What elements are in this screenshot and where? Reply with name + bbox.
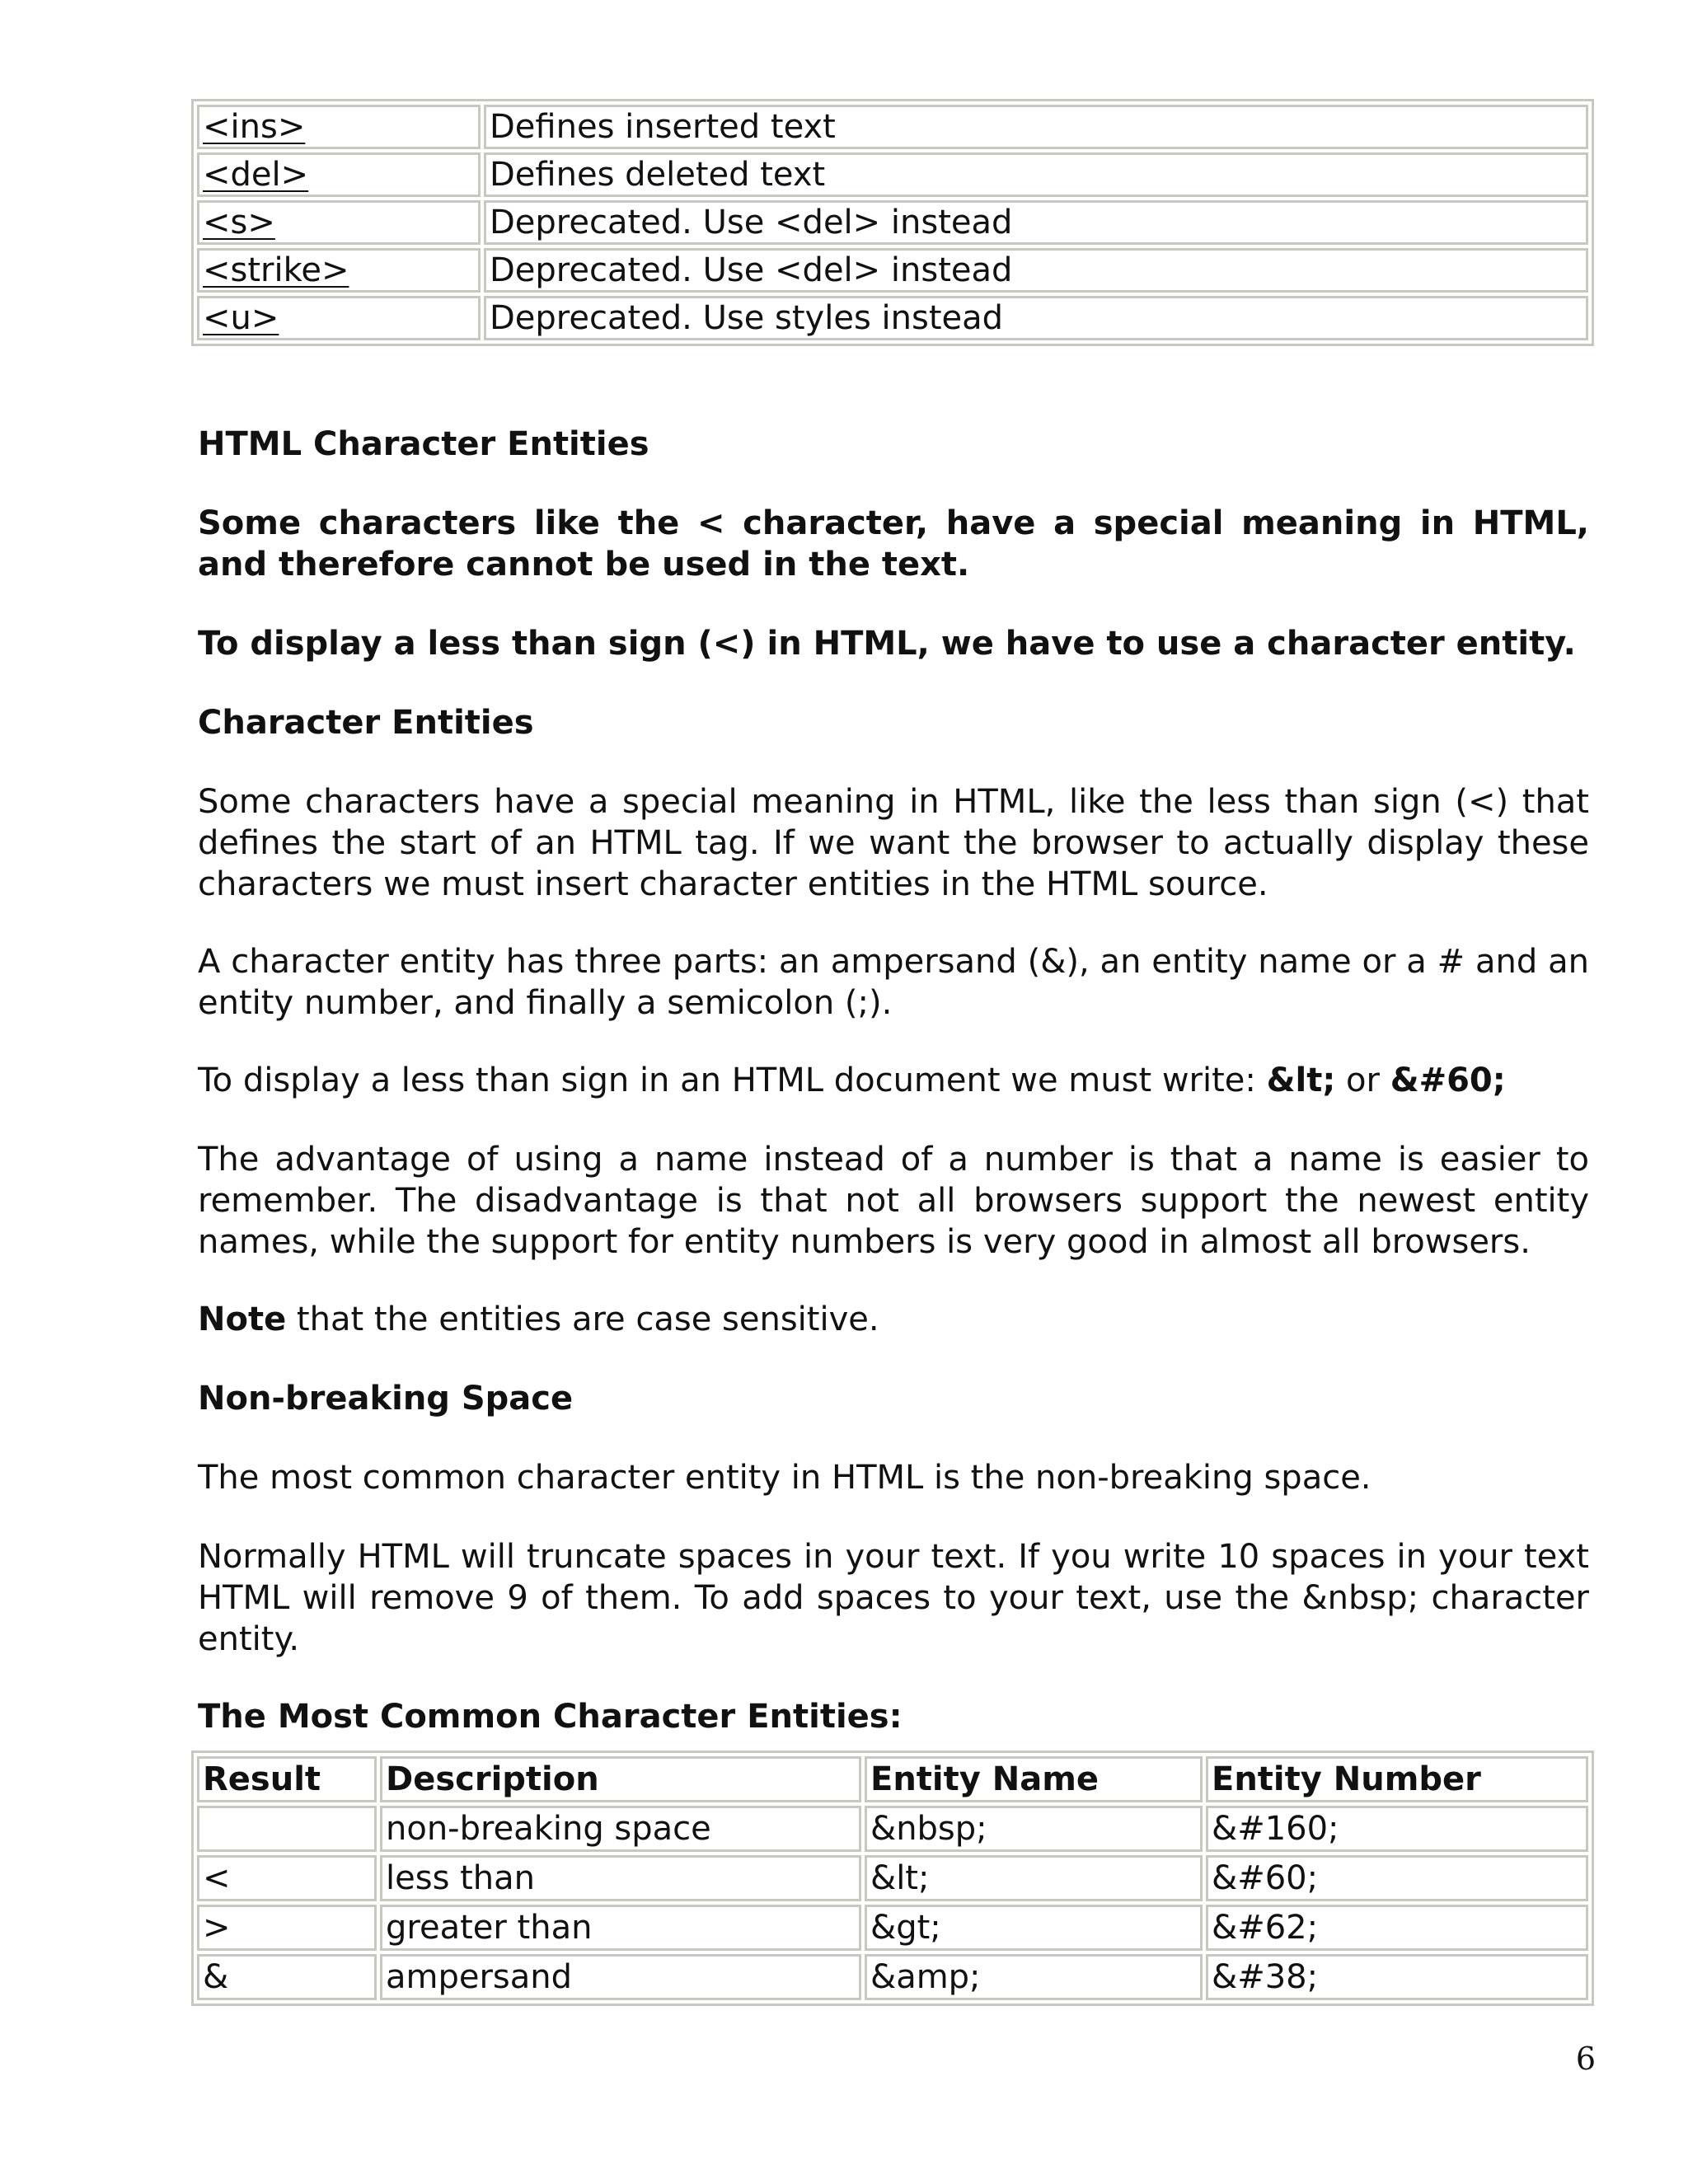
nbsp-heading: Non-breaking Space <box>198 1380 574 1418</box>
tag-link-strike[interactable]: <strike> <box>197 248 481 293</box>
tag-description: Deprecated. Use <del> instead <box>484 200 1588 245</box>
entities-paragraph-1: Some characters have a special meaning in HTML, like the less than sign (<) that defines the start of an HTML tag. If we want the browser to actually display these characters we must insert character entities in the HTML source. <box>198 783 1589 903</box>
entity-number-cell: &#62; <box>1206 1905 1588 1951</box>
table-row <box>197 105 1588 149</box>
nbsp-paragraph-2: Normally HTML will truncate spaces in your text. If you write 10 spaces in your text HTML will remove 9 of them. To add spaces to your text, use the &nbsp; character entity. <box>198 1538 1589 1658</box>
entity-code-60: &#60; <box>1390 1062 1506 1099</box>
page-number: 6 <box>1575 2041 1596 2077</box>
result-cell: > <box>197 1905 377 1951</box>
intro-paragraph-1: Some characters like the < character, have a special meaning in HTML, and therefore cannot be used in the text. <box>198 504 1589 583</box>
tag-link-u[interactable]: <u> <box>197 296 481 340</box>
entities-p3-or: or <box>1335 1062 1390 1099</box>
common-entities-heading: The Most Common Character Entities: <box>198 1698 903 1736</box>
tag-link-s[interactable]: <s> <box>197 200 481 245</box>
tag-description: Defines inserted text <box>484 105 1588 149</box>
entity-name-cell: &lt; <box>865 1855 1203 1901</box>
result-cell: < <box>197 1855 377 1901</box>
header-result: Result <box>197 1756 377 1802</box>
result-cell <box>197 1806 377 1852</box>
tag-description: Deprecated. Use <del> instead <box>484 248 1588 293</box>
table-row <box>197 152 1588 197</box>
header-entity-name: Entity Name <box>865 1756 1203 1802</box>
table-row <box>197 1806 1588 1852</box>
character-entities-heading: Character Entities <box>198 704 534 742</box>
entities-paragraph-3 <box>198 1060 1589 1101</box>
entity-name-cell: &nbsp; <box>865 1806 1203 1852</box>
description-cell: greater than <box>380 1905 861 1951</box>
table-row <box>197 1954 1588 2000</box>
table-header-row <box>197 1756 1588 1802</box>
tag-table <box>191 99 1594 346</box>
result-cell: & <box>197 1954 377 2000</box>
entity-number-cell: &#38; <box>1206 1954 1588 2000</box>
note-paragraph <box>198 1299 1589 1340</box>
note-label: Note <box>198 1301 287 1338</box>
table-row <box>197 248 1588 293</box>
header-description: Description <box>380 1756 861 1802</box>
description-cell: ampersand <box>380 1954 861 2000</box>
section-title: HTML Character Entities <box>198 425 649 463</box>
entity-name-cell: &amp; <box>865 1954 1203 2000</box>
nbsp-paragraph-1: The most common character entity in HTML is the non-breaking space. <box>198 1459 1372 1497</box>
table-row <box>197 1855 1588 1901</box>
description-cell: less than <box>380 1855 861 1901</box>
tag-link-ins[interactable]: <ins> <box>197 105 481 149</box>
description-cell: non-breaking space <box>380 1806 861 1852</box>
header-entity-number: Entity Number <box>1206 1756 1588 1802</box>
table-row <box>197 296 1588 340</box>
entities-paragraph-2: A character entity has three parts: an ampersand (&), an entity name or a # and an entity number, and finally a semicolon (;). <box>198 943 1589 1022</box>
entities-paragraph-4: The advantage of using a name instead of a number is that a name is easier to remember. The disadvantage is that not all browsers support the newest entity names, while the support for entity numbers is very good in almost all browsers. <box>198 1141 1589 1261</box>
entity-code-lt: &lt; <box>1266 1062 1336 1099</box>
intro-paragraph-2: To display a less than sign (<) in HTML, we have to use a character entity. <box>198 625 1576 663</box>
tag-link-del[interactable]: <del> <box>197 152 481 197</box>
table-row <box>197 1905 1588 1951</box>
note-text: that the entities are case sensitive. <box>286 1301 879 1338</box>
tag-description: Deprecated. Use styles instead <box>484 296 1588 340</box>
entity-number-cell: &#160; <box>1206 1806 1588 1852</box>
entities-p3-text: To display a less than sign in an HTML document we must write: <box>198 1062 1267 1099</box>
entity-number-cell: &#60; <box>1206 1855 1588 1901</box>
entity-table <box>191 1750 1594 2006</box>
table-row <box>197 200 1588 245</box>
tag-description: Defines deleted text <box>484 152 1588 197</box>
entity-name-cell: &gt; <box>865 1905 1203 1951</box>
